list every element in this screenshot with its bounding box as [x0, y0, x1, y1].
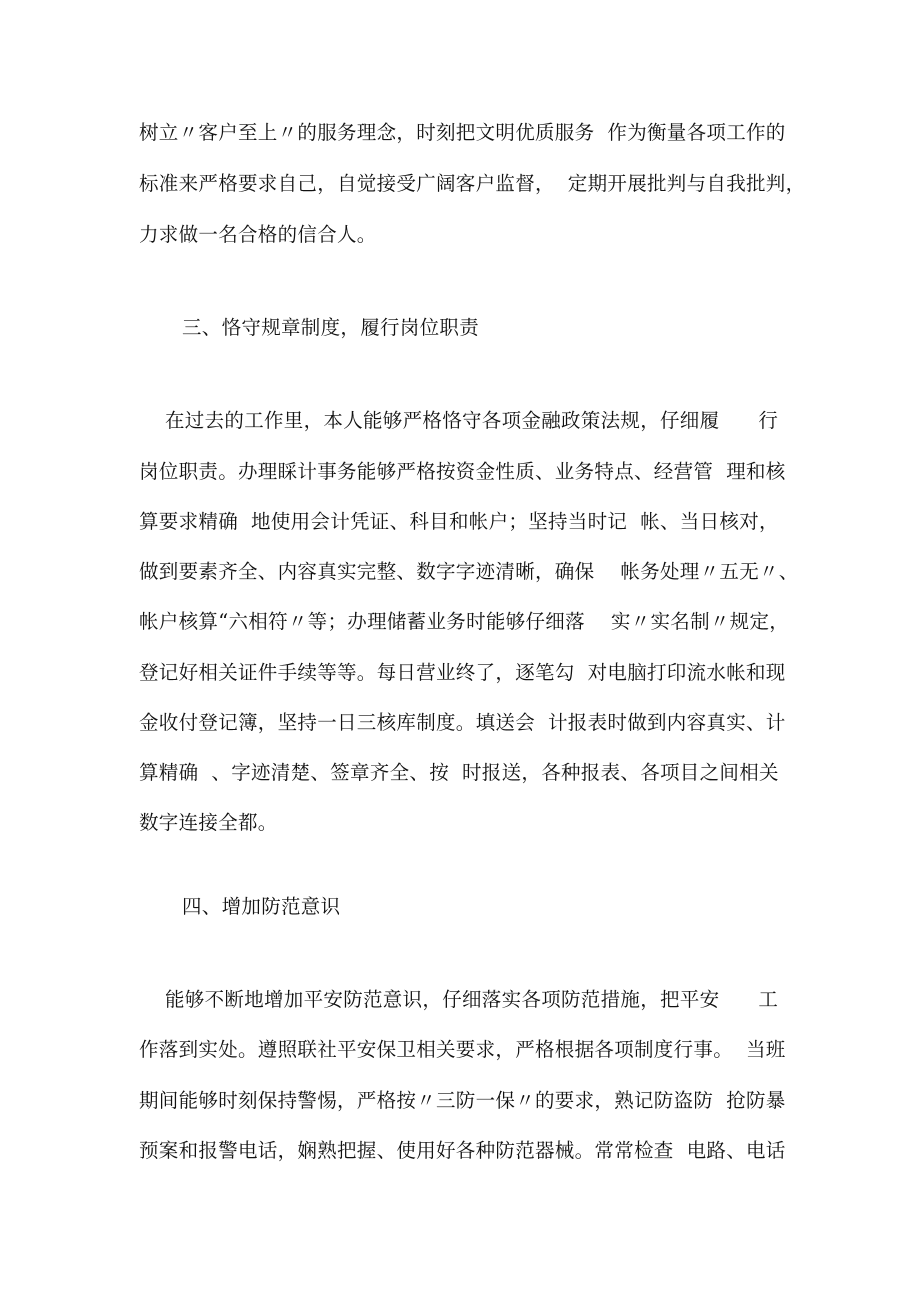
paragraph-2-line-6: 登记好相关证件手续等等。每日营业终了，逐笔勾 对电脑打印流水帐和现 [139, 661, 786, 684]
paragraph-1-line-1: 树立〃客户至上〃的服务理念，时刻把文明优质服务 作为衡量各项工作的 [139, 121, 786, 144]
paragraph-1-line-3: 力求做一名合格的信合人。 [139, 223, 377, 246]
paragraph-3-line-3: 期间能够时刻保持警惕，严格按〃三防一保〃的要求，熟记防盗防 抢防暴 [139, 1089, 786, 1112]
paragraph-2-line-5: 帐户核算“六相符〃等；办理储蓄业务时能够仔细落 实〃实名制〃规定， [139, 610, 790, 633]
section-heading-4: 四、增加防范意识 [182, 895, 341, 918]
paragraph-2-line-2: 岗位职责。办理睬计事务能够严格按资金性质、业务特点、经营管 理和核 [139, 460, 786, 483]
paragraph-3-line-1: 能够不断地增加平安防范意识，仔细落实各项防范措施，把平安 工 [139, 988, 779, 1011]
paragraph-2-line-1: 在过去的工作里，本人能够严格恪守各项金融政策法规，仔细履 行 [139, 409, 779, 432]
paragraph-1-line-2: 标准来严格要求自己，自觉接受广阔客户监督， 定期开展批判与自我批判， [139, 172, 806, 195]
paragraph-2-line-3: 算要求精确 地使用会计凭证、科目和帐户；坚持当时记 帐、当日核对， [139, 510, 779, 533]
section-heading-3: 三、恪守规章制度，履行岗位职责 [182, 316, 480, 339]
paragraph-2-line-4: 做到要素齐全、内容真实完整、数字字迹清晰，确保 帐务处理〃五无〃、 [139, 560, 799, 583]
paragraph-3-line-2: 作落到实处。遵照联社平安保卫相关要求，严格根据各项制度行事。 当班 [139, 1038, 786, 1061]
paragraph-2-line-9: 数字连接全都。 [139, 811, 278, 834]
paragraph-2-line-7: 金收付登记簿，坚持一日三核库制度。填送会 计报表时做到内容真实、计 [139, 711, 786, 734]
paragraph-2-line-8: 算精确 、字迹清楚、签章齐全、按 时报送，各种报表、各项目之间相关 [139, 761, 779, 784]
paragraph-3-line-4: 预案和报警电话，娴熟把握、使用好各种防范器械。常常检查 电路、电话 [139, 1139, 786, 1162]
